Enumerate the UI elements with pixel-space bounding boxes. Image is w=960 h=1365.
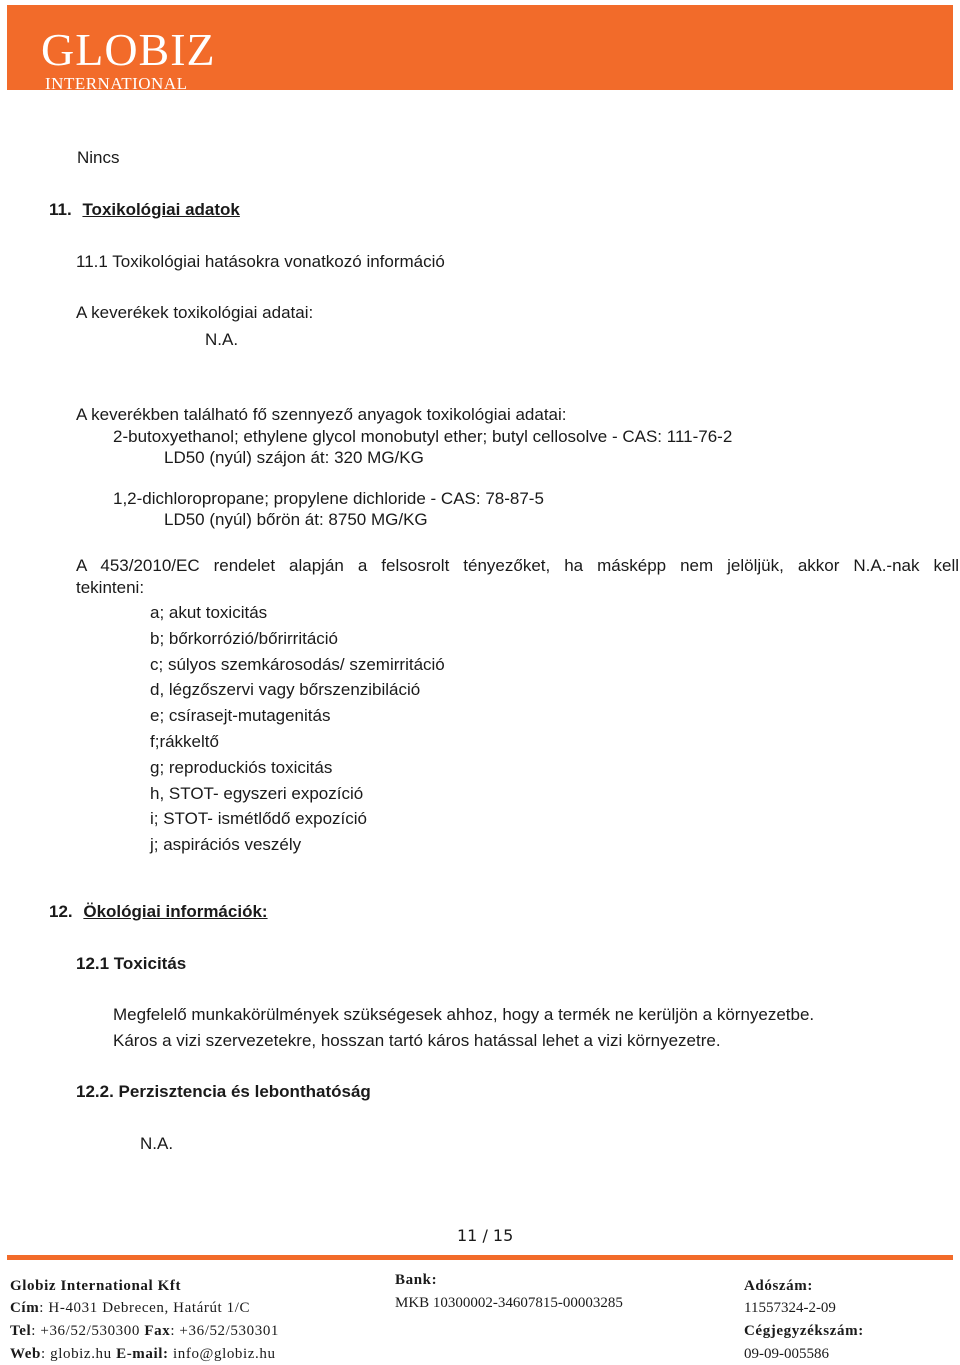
footer-tel-value: : +36/52/530300 [31, 1323, 140, 1339]
list-item: f;rákkeltő [150, 731, 219, 751]
footer-divider [7, 1255, 953, 1260]
logo-subtext: INTERNATIONAL [45, 74, 188, 93]
mixture-value: N.A. [205, 330, 239, 349]
footer-tax-value: 11557324-2-09 [744, 1300, 836, 1316]
footer-phone [10, 1322, 279, 1340]
toxicity-line-2: Káros a vizi szervezetekre, hosszan tartó káros hatással lehet a vizi környezetre. [113, 1031, 721, 1050]
footer-web-link[interactable]: : globiz.hu [40, 1346, 112, 1362]
list-item: d, légzőszervi vagy bőrszenzibiláció [150, 680, 421, 700]
footer-fax-label: Fax [144, 1323, 171, 1339]
toxicity-line-1: Megfelelő munkakörülmények szükségesek ahhoz, hogy a termék ne kerüljön a környezetbe. [113, 1005, 815, 1024]
hazard-list [150, 603, 445, 861]
impurity-2-name: 1,2-dichloropropane; propylene dichloride - CAS: 78-87-5 [113, 489, 544, 508]
section-11-heading [49, 200, 240, 220]
subsection-12-2: 12.2. Perzisztencia és lebonthatóság [76, 1082, 371, 1101]
footer-email-label: E-mail: [116, 1346, 169, 1362]
footer-company: Globiz International Kft [10, 1278, 182, 1294]
subsection-11-1: 11.1 Toxikológiai hatásokra vonatkozó információ [76, 252, 445, 271]
impurity-2-ld50: LD50 (nyúl) bőrön át: 8750 MG/KG [164, 510, 428, 529]
list-item: j; aspirációs veszély [150, 835, 302, 855]
footer-address-label: Cím [10, 1300, 40, 1316]
section-11-title: Toxikológiai adatok [82, 200, 240, 219]
section-12-title: Ökológiai információk: [83, 902, 268, 921]
footer-bank-value: MKB 10300002-34607815-00003285 [395, 1295, 623, 1311]
section-12-number: 12. [49, 902, 73, 921]
logo-text: GLOBIZ [41, 24, 216, 75]
footer-address-value: : H-4031 Debrecen, Határút 1/C [39, 1300, 251, 1316]
regulation-text-line-1: A 453/2010/EC rendelet alapján a felsosrolt tényezőket, ha másképp nem jelöljük, akkor N.A.-nak kell [76, 556, 959, 575]
footer-email-link[interactable]: info@globiz.hu [168, 1346, 276, 1362]
list-item: h, STOT- egyszeri expozíció [150, 783, 364, 803]
footer-registry-label: Cégjegyzékszám: [744, 1323, 864, 1339]
impurity-1-name: 2-butoxyethanol; ethylene glycol monobutyl ether; butyl cellosolve - CAS: 111-76-2 [113, 427, 733, 446]
list-item: i; STOT- ismétlődő expozíció [150, 809, 367, 829]
subsection-12-1: 12.1 Toxicitás [76, 954, 187, 973]
footer-web-label: Web [10, 1346, 41, 1362]
regulation-text-line-2: tekinteni: [76, 578, 145, 597]
section-12-heading [49, 902, 268, 922]
footer-tax-label: Adószám: [744, 1278, 813, 1294]
list-item: a; akut toxicitás [150, 603, 268, 622]
list-item: g; reproduckiós toxicitás [150, 757, 333, 777]
mixture-label: A keverékek toxikológiai adatai: [76, 303, 314, 322]
footer-tel-label: Tel [10, 1323, 32, 1339]
list-item: b; bőrkorrózió/bőrirritáció [150, 628, 339, 648]
header-bar [7, 5, 953, 93]
page-number: 11 / 15 [457, 1226, 514, 1245]
list-item: e; csírasejt-mutagenitás [150, 706, 331, 726]
footer-address [10, 1299, 250, 1317]
list-item: c; súlyos szemkárosodás/ szemirritáció [150, 654, 445, 674]
section-11-number: 11. [49, 200, 72, 219]
impurities-label: A keverékben található fő szennyező anyagok toxikológiai adatai: [76, 405, 567, 424]
nincs-text: Nincs [77, 148, 120, 167]
footer-fax-value: : +36/52/530301 [170, 1323, 280, 1339]
footer-web [10, 1345, 276, 1363]
footer-bank-label: Bank: [395, 1272, 438, 1288]
impurity-1-ld50: LD50 (nyúl) szájon át: 320 MG/KG [164, 448, 424, 467]
persistence-value: N.A. [140, 1134, 174, 1153]
footer-registry-value: 09-09-005586 [744, 1346, 829, 1362]
